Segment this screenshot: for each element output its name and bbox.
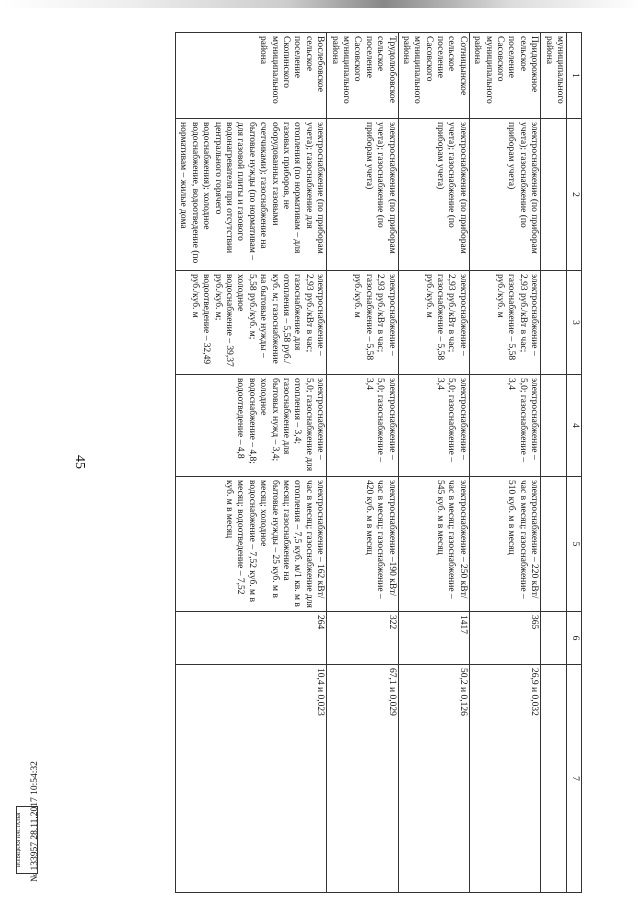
- tariffs-cell: электроснабжение – 2,93 руб./кВт в час; газоснабжение – 5,58 руб./куб. м: [398, 271, 469, 375]
- territory-cell: Вослебовское сельское поселение Скопинского муниципального района: [176, 33, 327, 119]
- column-number: 1: [567, 33, 582, 119]
- index-cell: электроснабжение – 5,0; газоснабжение для отопления – 3,4; газоснабжение для бытовых нужд – 3,4; холодное водоснабжение – 4,8; водоотведение – 4,8: [176, 375, 327, 477]
- population-cell: 365: [469, 612, 540, 665]
- population-cell: 322: [327, 612, 398, 665]
- table-row: [541, 33, 567, 893]
- territory-cell: Сотницынское сельское поселение Сасовского муниципального района: [398, 33, 469, 119]
- index-cell: электроснабжение – 5,0; газоснабжение – 3,4: [469, 375, 540, 477]
- footer-registration: № 133957 28.11.2017 10:54:32: [30, 761, 40, 882]
- column-number: 3: [567, 271, 582, 375]
- column-number: 6: [567, 612, 582, 665]
- column-number: 2: [567, 119, 582, 271]
- table-row: [469, 33, 540, 893]
- table-row: [327, 33, 398, 893]
- stamp-text: ВОЛЯЦКАЯ НАСТАЛЬЯ: [17, 812, 22, 868]
- table-row: [176, 33, 327, 893]
- column-number-row: [567, 33, 582, 893]
- volume-cell: электроснабжение – 250 кВт/час в месяц; газоснабжение – 545 куб. м в месяц: [398, 477, 469, 612]
- rotated-page: [44, 32, 592, 892]
- share-cell: 26,9 и 0,032: [469, 665, 540, 893]
- volume-cell: электроснабжение – 162 кВт/час в месяц; газоснабжение для отопления – 7,5 куб. м/1 кв. м в месяц; газоснабжение на бытовые нужды – 25 куб. м в месяц; холодное водоснабжение – 7,52 куб. м в месяц; водоотведение – 7,52 куб. м в месяц: [176, 477, 327, 612]
- column-number: 5: [567, 477, 582, 612]
- population-cell: 264: [176, 612, 327, 665]
- index-cell: электроснабжение – 5,0; газоснабжение – 3,4: [327, 375, 398, 477]
- index-cell: электроснабжение – 5,0; газоснабжение – 3,4: [398, 375, 469, 477]
- page-number: 45: [72, 455, 87, 469]
- services-cell: электроснабжение (по приборам учета); газоснабжение (по приборам учета): [327, 119, 398, 271]
- column-number: 7: [567, 665, 582, 893]
- population-cell: 1417: [398, 612, 469, 665]
- services-cell: электроснабжение (по приборам учета); газоснабжение (по приборам учета): [469, 119, 540, 271]
- share-cell: 50,2 и 0,126: [398, 665, 469, 893]
- tariffs-cell: электроснабжение – 2,93 руб./кВт в час; газоснабжение – 5,58 руб./куб. м: [469, 271, 540, 375]
- tariff-table: [175, 32, 582, 893]
- column-number: 4: [567, 375, 582, 477]
- share-cell: 10,4 и 0,023: [176, 665, 327, 893]
- continuation-cell: муниципального района: [541, 33, 567, 119]
- services-cell: электроснабжение (по приборам учета); газоснабжение для отопления (по нормативам – для газовых приборов, не оборудованных газовыми счетчиками); газоснабжение на бытовые нужды (по нормативам – для газовой плиты и газового водонагревателя при отсутствии центрального горячего водоснабжения); холодное водоснабжение, водоотведение (по нормативам – жилые дома: [176, 119, 327, 271]
- table-row: [398, 33, 469, 893]
- volume-cell: электроснабжение – 220 кВт/час в месяц; газоснабжение – 510 куб. м в месяц: [469, 477, 540, 612]
- territory-cell: Придорожное сельское поселение Сасовского муниципального района: [469, 33, 540, 119]
- volume-cell: электроснабжение –190 кВт/час в месяц; газоснабжение – 420 куб. м в месяц: [327, 477, 398, 612]
- share-cell: 67,1 и 0,029: [327, 665, 398, 893]
- tariffs-cell: электроснабжение – 2,93 руб./кВт в час; газоснабжение для отопления – 5,58 руб./куб. м; газоснабжение на бытовые нужды – 5,58 руб./куб. м; холодное водоснабжение – 39,37 руб./куб. м; водоотведение – 32,49 руб./куб. м: [176, 271, 327, 375]
- scan-edge-artifact: [0, 0, 640, 8]
- tariffs-cell: электроснабжение – 2,93 руб./кВт в час; газоснабжение – 5,58 руб./куб. м: [327, 271, 398, 375]
- territory-cell: Трудолюбовское сельское поселение Сасовского муниципального района: [327, 33, 398, 119]
- approval-stamp: [16, 806, 38, 874]
- services-cell: электроснабжение (по приборам учета); газоснабжение (по приборам учета): [398, 119, 469, 271]
